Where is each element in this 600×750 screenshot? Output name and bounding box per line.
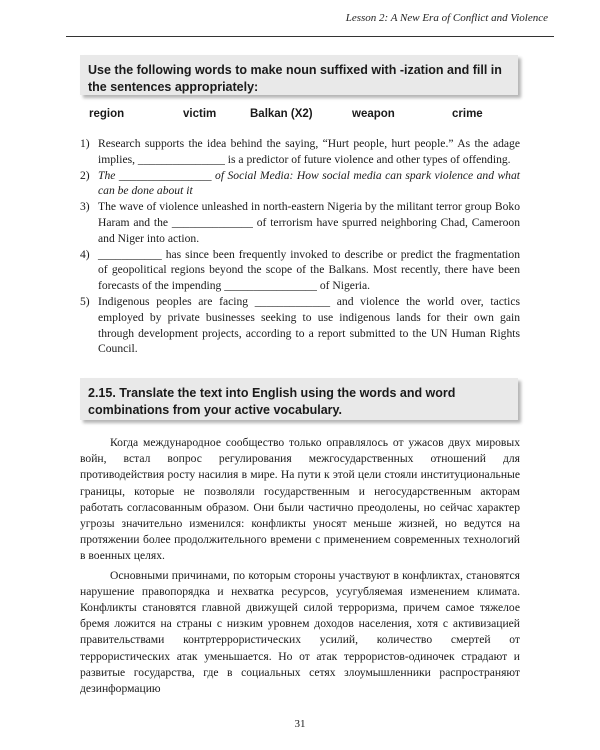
exercise-text: Indigenous peoples are facing _____________ and violence the world over, tactics employed by private businesses seeking to use indigenous lands for their own gain through development projects, according to a report submitted to the UN Human Rights Council. <box>98 294 520 356</box>
translation-task-box: 2.15. Translate the text into English using the words and word combinations from your active vocabulary. <box>80 378 518 420</box>
exercise-number: 4) <box>80 247 90 261</box>
exercise-number: 5) <box>80 294 90 308</box>
word-bank-item: crime <box>452 108 483 120</box>
exercise-item <box>80 136 520 168</box>
exercise-text: The ________________ of Social Media: How social media can spark violence and what can be done about it <box>98 168 520 198</box>
header-rule <box>66 36 554 37</box>
word-bank-item: region <box>89 108 125 120</box>
exercise-text: ___________ has since been frequently invoked to describe or predict the fragmentation of geopolitical regions beyond the scope of the Balkans. Most recently, there have been forecasts of the impending ________________ of Nigeria. <box>98 247 520 293</box>
exercise-item <box>80 294 520 357</box>
exercise-text: Research supports the idea behind the saying, “Hurt people, hurt people.” As the adage implies, _______________ is a predictor of future violence and other types of offending. <box>98 137 520 166</box>
exercise-list <box>80 136 520 357</box>
exercise-item <box>80 168 520 200</box>
exercise-number: 3) <box>80 200 90 214</box>
translation-text <box>80 435 520 697</box>
exercise-item <box>80 199 520 246</box>
exercise-number: 1) <box>80 137 90 150</box>
paragraph: Основными причинами, по которым стороны участвуют в конфликтах, становятся нарушение правопорядка и нехватка ресурсов, усугубляемая изменением климата. Конфликты становятся главной движущей силой терроризма, причем самое тяжелое бремя ложится на страны с низким уровнем доходов населения, хотя с активизацией правительствами контртеррористических усилий, количество смертей от террористических атак уменьшается. Но от атак террористов-одиночек страдают и развитые государства, где в социальных сетях злоумышленники распространяют дезинформацию <box>80 568 520 696</box>
word-bank-item: weapon <box>352 108 395 120</box>
exercise-text: The wave of violence unleashed in north-eastern Nigeria by the militant terror group Boko Haram and the ______________ of terrorism have spurred neighboring Chad, Cameroon and Niger into action. <box>98 200 520 245</box>
word-bank-item: victim <box>183 108 217 120</box>
word-bank-item: Balkan (X2) <box>250 108 313 120</box>
exercise-number: 2) <box>80 168 90 182</box>
paragraph: Когда международное сообщество только оправлялось от ужасов двух мировых войн, встал вопрос регулирования межгосударственных отношений для противодействия росту насилия в мире. На пути к этой цели стояли институциональные границы, которые не позволяли государственным и негосударственным акторам работать согласованным образом. Они были частично преодолены, но сейчас характер угрозы значительно изменился: конфликты уносят меньше жизней, но ведутся на протяжении более продолжительного времени с применением современных технологий в военных целях. <box>80 436 520 563</box>
task-instruction-box: Use the following words to make noun suffixed with -ization and fill in the sentences appropriately: <box>80 55 518 95</box>
word-bank <box>0 108 600 124</box>
exercise-item <box>80 247 520 294</box>
running-header: Lesson 2: A New Era of Conflict and Violence <box>345 12 548 24</box>
page-number: 31 <box>294 718 306 730</box>
